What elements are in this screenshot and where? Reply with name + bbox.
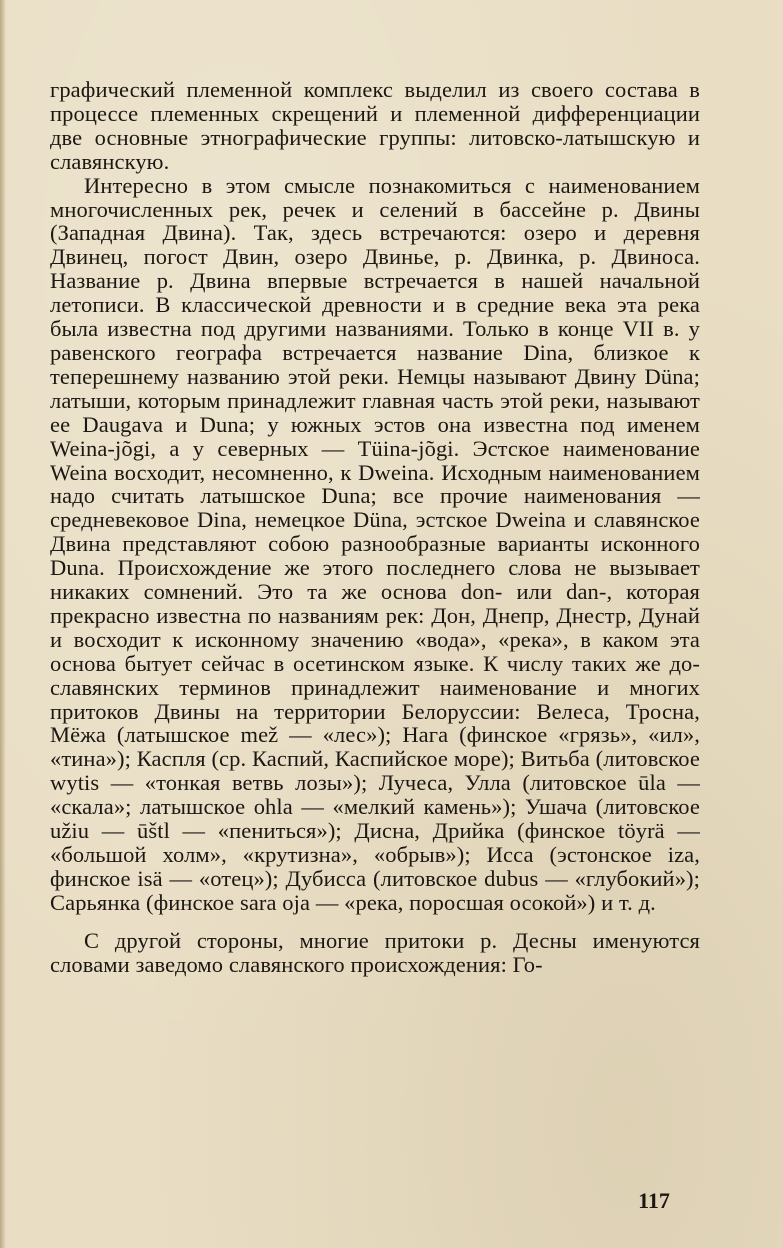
page-binding-edge	[0, 0, 6, 1248]
body-text	[50, 78, 700, 977]
paragraph-1: графический племенной комплекс выделил из своего состава в процессе племенных скрещений и племенной дифференциации две основные этнографические группы: литовско-латышскую и славянскую.	[50, 77, 700, 174]
page-number: 117	[638, 1188, 670, 1213]
paragraph-2: Интересно в этом смысле познакомиться с наименованием многочисленных рек, речек и селений в бассейне р. Двины (Западная Двина). Так, здесь встречаются: озеро и деревня Двинец, погост Двин, озеро Двинье, р. Двинка, р. Двиноса. Название р. Двина впервые встречается в нашей начальной летописи. В классической древности и в средние века эта река была известна под другими названиями. Только в конце VII в. у равенского географа встречается название Dina, близкое к теперешнему названию этой реки. Немцы называют Двину Düna; латыши, которым принадлежит главная часть этой реки, называют ее Daugava и Duna; у южных эстов она известна под именем Weina-jõgi, а у северных — Tüina-jõgi. Эстское наименование Weina восходит, несомненно, к Dweina. Исходным наименованием надо считать латышское Duna; все прочие наименования — средневековое Dina, немецкое Düna, эстское Dweina и славянское Двина представляют собою разнообразные варианты исконного Duna. Происхождение же этого последнего слова не вызывает никаких сомнений. Это та же основа don- или dan-, которая прекрасно известна по названиям рек: Дон, Днепр, Днестр, Дунай и восходит к исконному значению «вода», «река», в каком эта основа бытует сейчас в осетинском языке. К числу таких же до-славянских терминов принадлежит наименование и многих притоков Двины на территории Белоруссии: Велеса, Тросна, Мёжа (латышское mež — «лес»); Нага (финское «грязь», «ил», «тина»); Каспля (ср. Каспий, Каспийское море); Витьба (литовское wytis — «тонкая ветвь лозы»); Лучеса, Улла (литовское ūla — «скала»; латышское ohla — «мелкий камень»); Ушача (литовское užiu — ūštl — «пениться»); Дисна, Дрийка (финское töyrä — «большой холм», «крутизна», «обрыв»); Исса (эстонское iza, финское isä — «отец»); Дубисса (литовское dubus — «глубокий»); Сарьянка (финское sara oja — «река, поросшая осокой») и т. д.	[50, 172, 700, 915]
paragraph-3: С другой стороны, многие притоки р. Десны именуются словами заведомо славянского происхождения: Го-	[50, 927, 700, 977]
